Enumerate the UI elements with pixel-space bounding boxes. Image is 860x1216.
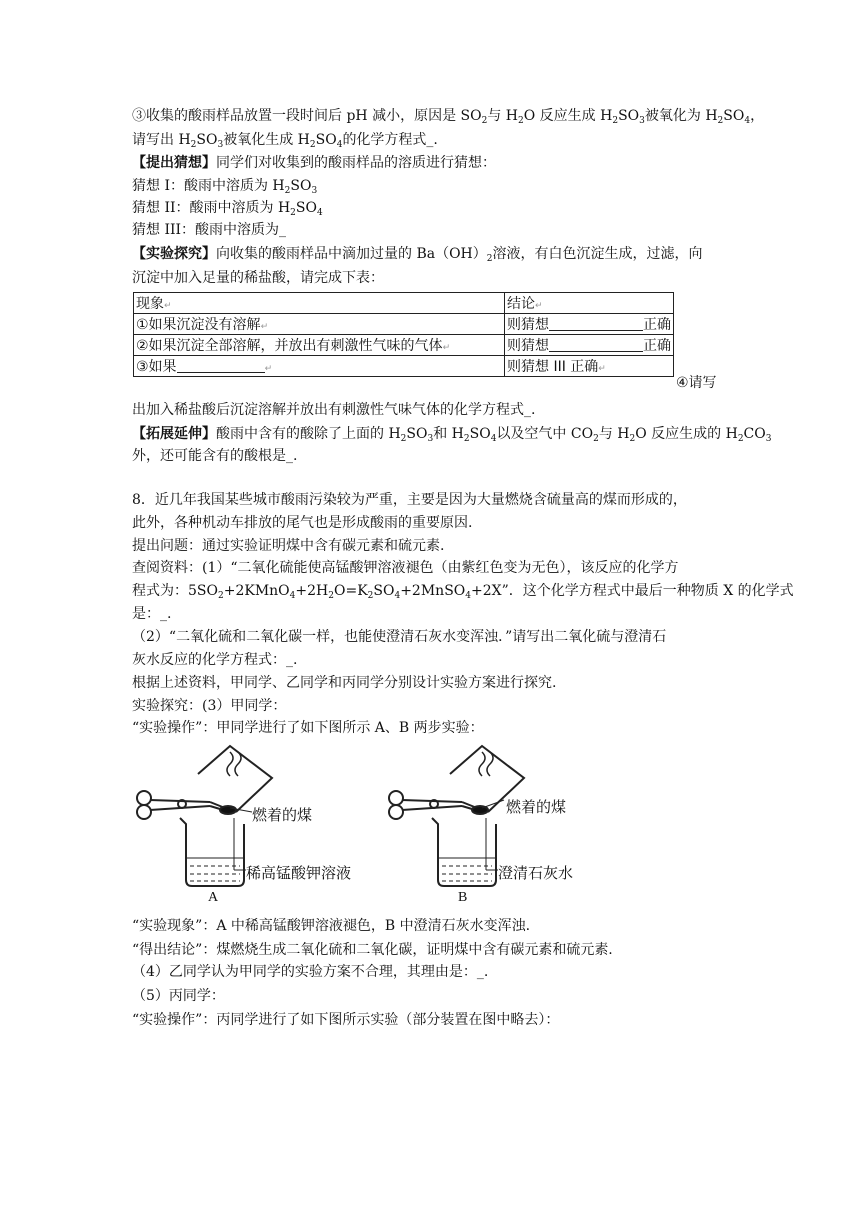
table-cell: ②如果沉淀全部溶解，并放出有刺激性气味的气体↵ bbox=[134, 335, 505, 356]
text-line: 出加入稀盐酸后沉淀溶解并放出有刺激性气味气体的化学方程式_. bbox=[132, 402, 536, 418]
burning-coal-icon bbox=[220, 806, 236, 814]
table-cell: 则猜想 正确 bbox=[505, 314, 674, 335]
text-line: 程式为：$5SO_2+2KMnO_4+2H_2O=K_2SO_4+2MnSO_4+2X$”．这个化学方程式中最后一种物质 X 的化学式 bbox=[132, 583, 794, 601]
table-cell: ①如果沉淀没有溶解↵ bbox=[134, 314, 505, 335]
text-line: 是：_. bbox=[132, 606, 172, 622]
table-row bbox=[134, 335, 674, 356]
table-header-phenomenon: 现象↵ bbox=[134, 293, 505, 314]
text-line: 猜想 III：酸雨中溶质为_ bbox=[132, 222, 287, 238]
text-line: 猜想 I：酸雨中溶质为 $H_2SO_3$ bbox=[132, 178, 318, 196]
text-line: （5）丙同学： bbox=[132, 988, 225, 1004]
text-line: 【实验探究】向收集的酸雨样品中滴加过量的 $Ba(OH)_2$溶液，有白色沉淀生成，过滤，向 bbox=[132, 246, 703, 264]
figure-a-label: A bbox=[208, 890, 219, 905]
text-line: 此外，各种机动车排放的尾气也是形成酸雨的重要原因. bbox=[132, 515, 473, 531]
table-header-conclusion: 结论↵ bbox=[505, 293, 674, 314]
text-line: 猜想 II：酸雨中溶质为 $H_2SO_4$ bbox=[132, 200, 323, 218]
results-table bbox=[133, 292, 674, 377]
table-row bbox=[134, 314, 674, 335]
text-line: 查阅资料：(1）“二氧化硫能使高锰酸钾溶液褪色（由紫红色变为无色），该反应的化学方 bbox=[132, 560, 679, 576]
table-trailing-text: ④请写 bbox=[676, 375, 717, 391]
tongs-handle-icon bbox=[389, 791, 403, 805]
table-row bbox=[134, 293, 674, 314]
text-line: 提出问题：通过实验证明煤中含有碳元素和硫元素. bbox=[132, 538, 445, 554]
text-line: 请写出 $H_2SO_3$被氧化生成 $H_2SO_4$的化学方程式_. bbox=[132, 132, 438, 150]
text-line: 实验探究：(3）甲同学： bbox=[132, 698, 287, 714]
experiment-figure bbox=[130, 740, 610, 910]
text-line: 外，还可能含有的酸根是_. bbox=[132, 448, 298, 464]
text-line: “实验现象”：A 中稀高锰酸钾溶液褪色，B 中澄清石灰水变浑浊. bbox=[132, 918, 531, 934]
text-line: 灰水反应的化学方程式：_. bbox=[132, 652, 298, 668]
text-line: 【提出猜想】同学们对收集到的酸雨样品的溶质进行猜想： bbox=[132, 155, 496, 171]
table-row bbox=[134, 356, 674, 377]
text-line: “实验操作”：丙同学进行了如下图所示实验（部分装置在图中略去）： bbox=[132, 1012, 560, 1028]
text-line: 根据上述资料，甲同学、乙同学和丙同学分别设计实验方案进行探究. bbox=[132, 675, 557, 691]
figure-b-coal-label: 燃着的煤 bbox=[506, 798, 567, 816]
figure-a-liquid-label: 稀高锰酸钾溶液 bbox=[246, 864, 352, 882]
text-line: 【拓展延伸】酸雨中含有的酸除了上面的 $H_2SO_3$和 $H_2SO_4$以及空气中 $CO_2$与 $H_2O$ 反应生成的 $H_2CO_3$ bbox=[132, 426, 772, 444]
figure-a-coal-label: 燃着的煤 bbox=[252, 806, 313, 824]
question-8-line: 8．近几年我国某些城市酸雨污染较为严重，主要是因为大量燃烧含硫量高的煤而形成的， bbox=[132, 492, 687, 508]
text-line: （4）乙同学认为甲同学的实验方案不合理，其理由是：_. bbox=[132, 964, 489, 980]
text-line: （2）“二氧化硫和二氧化碳一样，也能使澄清石灰水变浑浊．”请写出二氧化硫与澄清石 bbox=[132, 629, 667, 645]
text-line: ③收集的酸雨样品放置一段时间后 pH 减小，原因是 $SO_2$与 $H_2O$ 反应生成 $H_2SO_3$被氧化为 $H_2SO_4$， bbox=[132, 108, 765, 126]
table-cell: 则猜想 III 正确↵ bbox=[505, 356, 674, 377]
figure-b-liquid-label: 澄清石灰水 bbox=[498, 864, 574, 882]
table-cell: 则猜想 正确 bbox=[505, 335, 674, 356]
text-line: “得出结论”：煤燃烧生成二氧化硫和二氧化碳，证明煤中含有碳元素和硫元素. bbox=[132, 942, 613, 958]
text-line: “实验操作”：甲同学进行了如下图所示 A、B 两步实验： bbox=[132, 720, 484, 736]
figure-b-label: B bbox=[458, 890, 468, 905]
table-cell: ③如果 ↵ bbox=[134, 356, 505, 377]
tongs-handle-icon bbox=[137, 791, 151, 805]
text-line: 沉淀中加入足量的稀盐酸，请完成下表： bbox=[132, 270, 384, 286]
